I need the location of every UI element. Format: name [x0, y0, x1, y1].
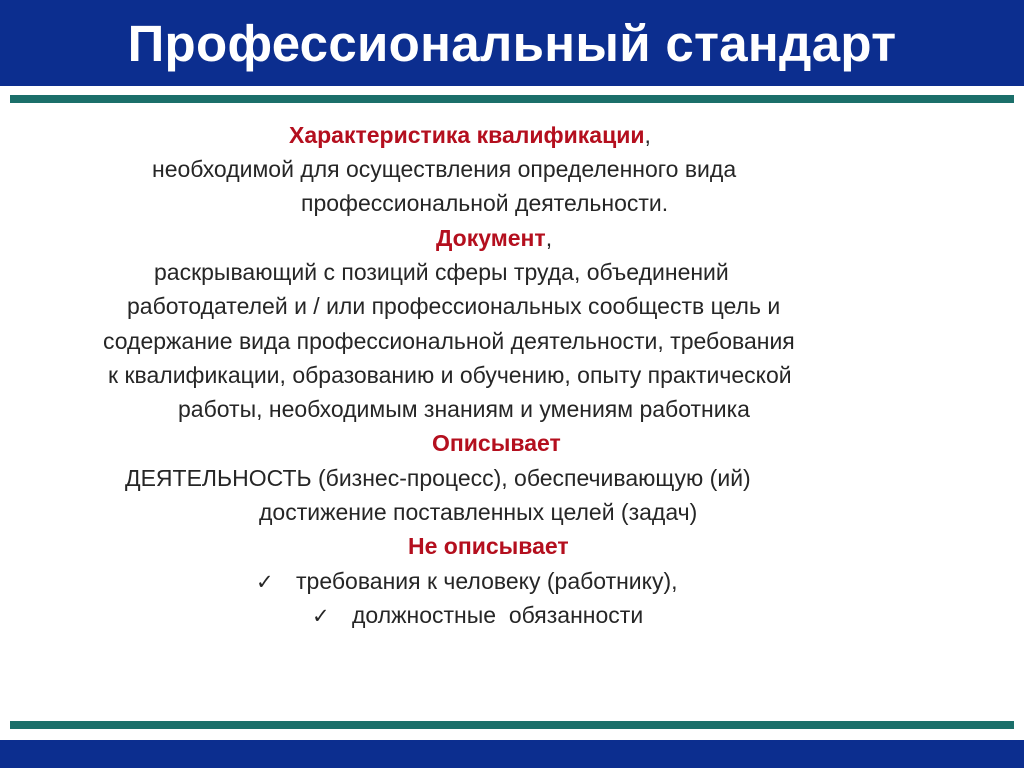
block1-heading-line — [289, 118, 651, 152]
block2-line-1: раскрывающий с позиций сферы труда, объединений — [154, 259, 729, 285]
slide-title: Профессиональный стандарт — [127, 14, 897, 72]
block2-line-5: работы, необходимым знаниям и умениям работника — [178, 396, 750, 422]
block4-heading-line — [408, 529, 569, 563]
block2-heading: Документ — [436, 225, 546, 251]
block4-heading: Не описывает — [408, 533, 569, 559]
block2-heading-line — [436, 221, 552, 255]
block1-line-1: необходимой для осуществления определенного вида — [152, 156, 737, 182]
block2-line-2: работодателей и / или профессиональных сообществ цель и — [127, 293, 781, 319]
title-bar — [0, 0, 1024, 86]
checkmark-icon: ✓ — [312, 605, 330, 628]
bottom-divider — [10, 721, 1014, 729]
block2-line-3: содержание вида профессиональной деятельности, требования — [103, 328, 795, 354]
bottom-bar — [0, 740, 1024, 768]
block3-line-1: ДЕЯТЕЛЬНОСТЬ (бизнес-процесс), обеспечивающую (ий) — [125, 465, 751, 491]
checkmark-icon: ✓ — [256, 571, 274, 594]
top-divider — [10, 95, 1014, 103]
block2-line-4: к квалификации, образованию и обучению, опыту практической — [108, 362, 792, 388]
block1-heading-suffix: , — [644, 122, 651, 148]
block3-line-2: достижение поставленных целей (задач) — [259, 499, 698, 525]
block1-line-2: профессиональной деятельности. — [301, 190, 669, 216]
block4-item-1: требования к человеку (работнику), — [296, 568, 678, 594]
block4-item-2: должностные обязанности — [352, 602, 644, 628]
block1-heading: Характеристика квалификации — [289, 122, 645, 148]
block2-heading-suffix: , — [545, 225, 553, 251]
block3-heading-line — [432, 426, 561, 460]
list-item — [256, 564, 678, 600]
block3-heading: Описывает — [432, 430, 561, 456]
list-item — [312, 598, 643, 634]
